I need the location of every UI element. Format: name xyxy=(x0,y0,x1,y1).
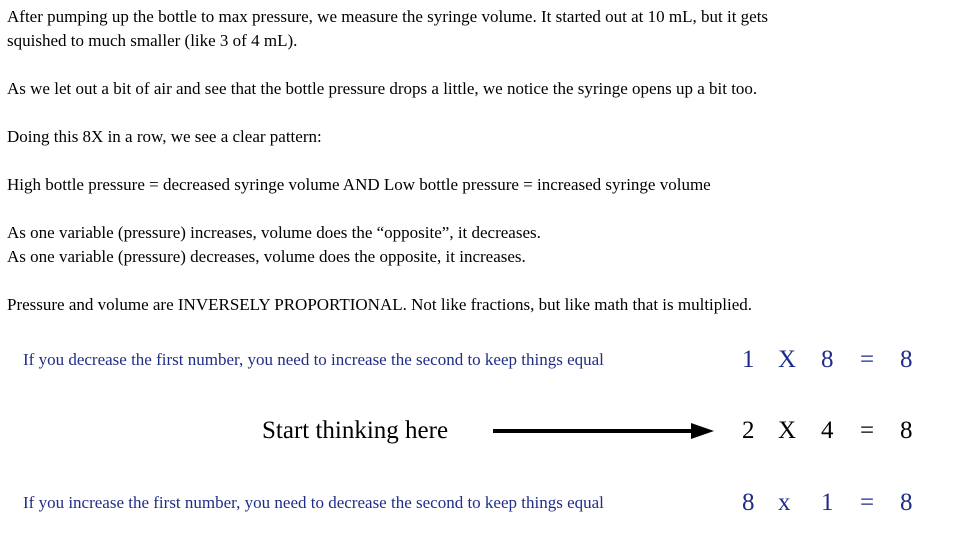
paragraph-pumping-line2: squished to much smaller (like 3 of 4 mL). xyxy=(7,31,298,50)
paragraph-let-air-out: As we let out a bit of air and see that the bottle pressure drops a little, we notice the syringe opens up a bit too. xyxy=(7,79,758,98)
paragraph-pressure-volume-relation: High bottle pressure = decreased syringe volume AND Low bottle pressure = increased syringe volume xyxy=(7,175,711,194)
equation-2 xyxy=(738,414,918,448)
equation-1-op: X xyxy=(778,346,797,373)
paragraph-increase-opposite: As one variable (pressure) increases, volume does the “opposite”, it decreases. xyxy=(7,223,541,242)
equation-3 xyxy=(738,486,918,520)
equation-3-result: 8 xyxy=(900,489,913,516)
equation-3-a: 8 xyxy=(742,489,755,516)
decrease-note: If you decrease the first number, you need to increase the second to keep things equal xyxy=(23,350,604,369)
equation-1 xyxy=(738,343,918,377)
equation-1-b: 8 xyxy=(821,346,834,373)
arrow-right-icon xyxy=(493,420,715,442)
equation-2-b: 4 xyxy=(821,417,834,444)
paragraph-inversely-proportional: Pressure and volume are INVERSELY PROPORTIONAL. Not like fractions, but like math that is multiplied. xyxy=(7,295,753,314)
equation-2-a: 2 xyxy=(742,417,755,444)
equation-2-op: X xyxy=(778,417,797,444)
paragraph-decrease-opposite: As one variable (pressure) decreases, volume does the opposite, it increases. xyxy=(7,247,526,266)
paragraph-pumping-line1: After pumping up the bottle to max pressure, we measure the syringe volume. It started out at 10 mL, but it gets xyxy=(7,7,769,26)
equation-3-op: x xyxy=(778,489,791,516)
equation-1-eq: = xyxy=(860,346,875,373)
start-thinking-label: Start thinking here xyxy=(262,417,449,444)
paragraph-pattern: Doing this 8X in a row, we see a clear pattern: xyxy=(7,127,322,146)
equation-1-a: 1 xyxy=(742,346,755,373)
equation-2-result: 8 xyxy=(900,417,913,444)
increase-note: If you increase the first number, you need to decrease the second to keep things equal xyxy=(23,493,604,512)
equation-2-eq: = xyxy=(860,417,875,444)
equation-1-result: 8 xyxy=(900,346,913,373)
equation-3-eq: = xyxy=(860,489,875,516)
equation-3-b: 1 xyxy=(821,489,834,516)
